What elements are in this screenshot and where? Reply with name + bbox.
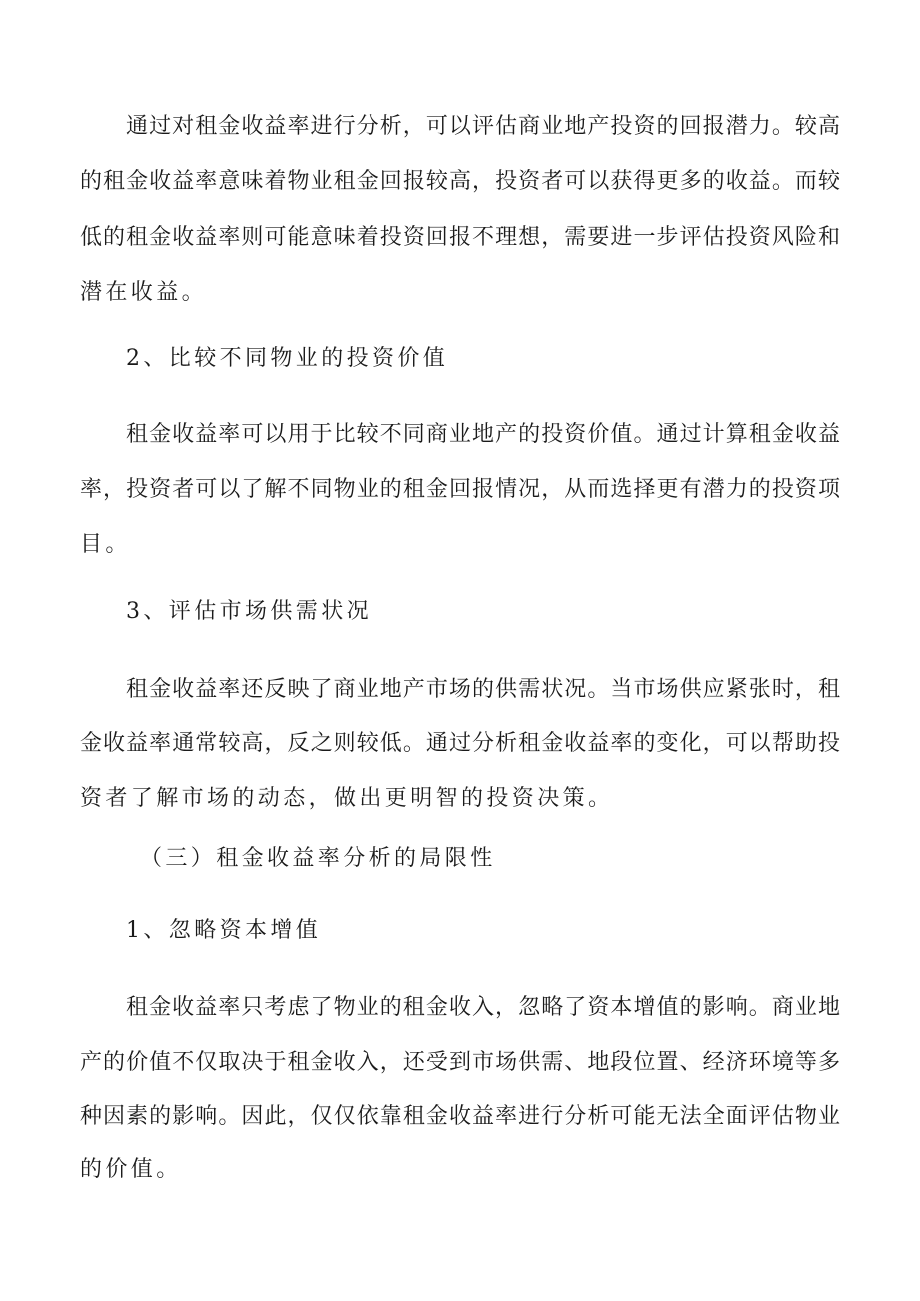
paragraph-line: 资者了解市场的动态，做出更明智的投资决策。 <box>80 786 614 811</box>
paragraph-line: 的价值。 <box>80 1157 182 1182</box>
paragraph-line: 产的价值不仅取决于租金收入，还受到市场供需、地段位置、经济环境等多 <box>80 1050 840 1075</box>
subheading: 2、比较不同物业的投资价值 <box>126 346 449 371</box>
paragraph-line: 率，投资者可以了解不同物业的租金回报情况，从而选择更有潜力的投资项 <box>80 477 840 502</box>
paragraph-line: 通过对租金收益率进行分析，可以评估商业地产投资的回报潜力。较高 <box>126 114 840 139</box>
subheading: 1、忽略资本增值 <box>126 918 322 943</box>
paragraph-line: 金收益率通常较高，反之则较低。通过分析租金收益率的变化，可以帮助投 <box>80 731 840 756</box>
paragraph-line: 目。 <box>80 532 131 557</box>
paragraph-line: 种因素的影响。因此，仅仅依靠租金收益率进行分析可能无法全面评估物业 <box>80 1104 840 1129</box>
paragraph-line: 的租金收益率意味着物业租金回报较高，投资者可以获得更多的收益。而较 <box>80 169 840 194</box>
section-title: （三）租金收益率分析的局限性 <box>140 846 496 871</box>
paragraph-line: 租金收益率可以用于比较不同商业地产的投资价值。通过计算租金收益 <box>126 422 840 447</box>
subheading: 3、评估市场供需状况 <box>126 599 372 624</box>
paragraph-line: 租金收益率还反映了商业地产市场的供需状况。当市场供应紧张时，租 <box>126 677 840 702</box>
paragraph-line: 低的租金收益率则可能意味着投资回报不理想，需要进一步评估投资风险和 <box>80 225 840 250</box>
paragraph-line: 租金收益率只考虑了物业的租金收入，忽略了资本增值的影响。商业地 <box>126 995 840 1020</box>
paragraph-line: 潜在收益。 <box>80 280 208 305</box>
